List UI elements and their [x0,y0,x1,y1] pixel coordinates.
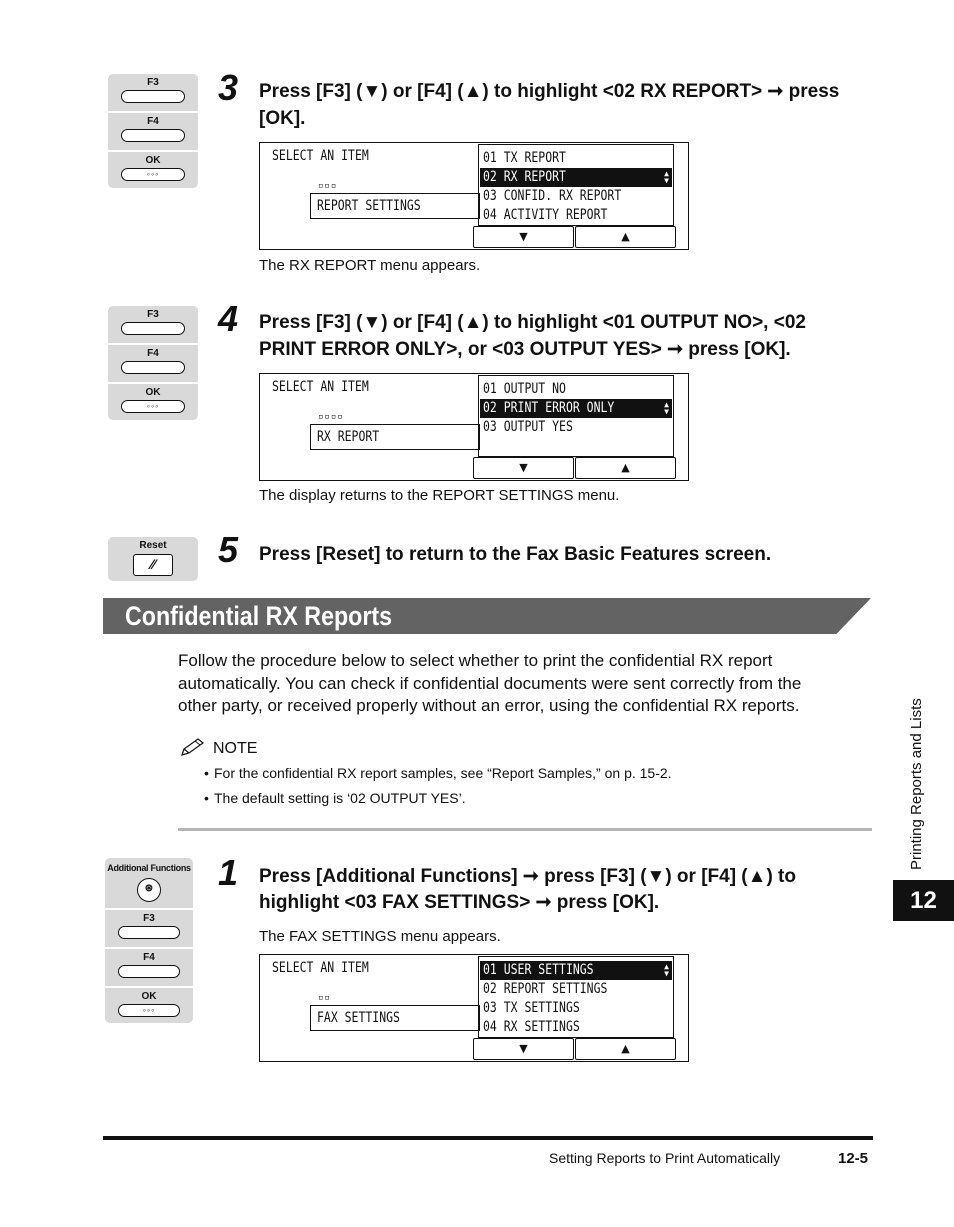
lcd-down-button[interactable]: ▼ [473,457,574,479]
step-4-instruction-line-1: Press [F3] (▼) or [F4] (▲) to highlight <01 OUTPUT NO>, <02 [259,312,806,333]
lcd-menu-path-box: REPORT SETTINGS [310,193,480,219]
lcd-item-list [478,144,674,226]
lcd-screen-rx-report: SELECT AN ITEM ▫▫▫▫ RX REPORT 01 OUTPUT NO 02 PRINT ERROR ONLY ▲ ▼ 03 OUTPUT YES ▼ ▲ [259,373,689,481]
f4-key[interactable]: F4 [105,949,193,987]
scroll-arrows-icon: ▲ ▼ [664,962,669,978]
lcd-up-button[interactable]: ▲ [575,1038,676,1060]
pencil-note-icon [179,738,205,758]
lcd-screen-fax-settings: SELECT AN ITEM ▫▫ FAX SETTINGS 01 USER SETTINGS ▲ ▼ 02 REPORT SETTINGS 03 TX SETTINGS 04 RX SETTINGS ▼ ▲ [259,954,689,1062]
section-divider [178,828,872,831]
lcd-list-item[interactable]: 04 ACTIVITY REPORT [483,207,608,223]
lcd-list-item[interactable]: 01 TX REPORT [483,150,566,166]
reset-icon: ⁄⁄ [133,554,173,576]
step-4-caption: The display returns to the REPORT SETTINGS menu. [259,487,620,504]
step-3-caption: The RX REPORT menu appears. [259,257,481,274]
lcd-list-item[interactable]: 04 RX SETTINGS [483,1019,580,1035]
step-number-4: 4 [218,298,239,339]
step-4-instruction-line-2: PRINT ERROR ONLY>, or <03 OUTPUT YES> ➞ press [OK]. [259,339,791,360]
key-panel-step-5 [108,537,198,581]
key-panel-step-3 [108,74,198,188]
reset-key[interactable]: Reset ⁄⁄ [108,537,198,581]
lcd-list-item-selected[interactable]: 02 PRINT ERROR ONLY ▲ ▼ [480,399,672,418]
lcd-item-list [478,956,674,1038]
section-title: Confidential RX Reports [125,601,393,631]
lcd-screen-report-settings: SELECT AN ITEM ▫▫▫ REPORT SETTINGS 01 TX REPORT 02 RX REPORT ▲ ▼ 03 CONFID. RX REPORT 04 ACTIVITY REPORT ▼ ▲ [259,142,689,250]
lcd-list-item[interactable]: 01 OUTPUT NO [483,381,566,397]
step-number-5: 5 [218,529,239,570]
additional-functions-icon: ⊛ [137,878,161,902]
footer-section-title: Setting Reports to Print Automatically [549,1150,781,1166]
f4-key[interactable]: F4 [108,345,198,383]
step-1-instruction-line-1: Press [Additional Functions] ➞ press [F3] (▼) or [F4] (▲) to [259,866,796,887]
step-5-instruction: Press [Reset] to return to the Fax Basic Features screen. [259,544,772,565]
lcd-up-button[interactable]: ▲ [575,226,676,248]
ok-key[interactable]: OK ◦◦◦ [108,384,198,422]
lcd-menu-path-box: RX REPORT [310,424,480,450]
step-number-1: 1 [218,852,239,893]
lcd-list-item[interactable]: 02 REPORT SETTINGS [483,981,608,997]
step-number-3: 3 [218,67,239,108]
chapter-number-tab: 12 [893,880,954,921]
key-panel-step-1 [105,858,193,1023]
f3-key[interactable]: F3 [108,306,198,344]
step-1-caption: The FAX SETTINGS menu appears. [259,928,501,945]
lcd-item-list [478,375,674,457]
lcd-down-button[interactable]: ▼ [473,1038,574,1060]
lcd-list-item-selected[interactable]: 01 USER SETTINGS ▲ ▼ [480,961,672,980]
lcd-list-item[interactable]: 03 TX SETTINGS [483,1000,580,1016]
page-number: 12-5 [838,1150,869,1167]
f3-key[interactable]: F3 [108,74,198,112]
note-label: NOTE [213,740,258,757]
scroll-arrows-icon: ▲ ▼ [664,169,669,185]
chapter-side-title: Printing Reports and Lists [908,698,925,870]
note-item: • The default setting is ‘02 OUTPUT YES’. [214,789,466,807]
scroll-arrows-icon: ▲ ▼ [664,400,669,416]
additional-functions-key[interactable]: Additional Functions ⊛ [105,858,193,908]
lcd-down-button[interactable]: ▼ [473,226,574,248]
lcd-list-item[interactable]: 03 CONFID. RX REPORT [483,188,622,204]
lcd-list-item-selected[interactable]: 02 RX REPORT ▲ ▼ [480,168,672,187]
ok-key[interactable]: OK ◦◦◦ [108,152,198,190]
ok-key[interactable]: OK ◦◦◦ [105,988,193,1026]
lcd-menu-path-box: FAX SETTINGS [310,1005,480,1031]
step-3-instruction: Press [F3] (▼) or [F4] (▲) to highlight <02 RX REPORT> ➞ press [OK]. [259,81,840,129]
f4-key[interactable]: F4 [108,113,198,151]
f3-key[interactable]: F3 [105,910,193,948]
key-panel-step-4 [108,306,198,420]
note-item: • For the confidential RX report samples, see “Report Samples,” on p. 15-2. [214,764,672,782]
section-intro: Follow the procedure below to select whether to print the confidential RX report automatically. You can check if confidential documents were sent correctly from the other party, or received properly without an error, using the confidential RX reports. [178,651,802,715]
lcd-list-item[interactable]: 03 OUTPUT YES [483,419,573,435]
lcd-up-button[interactable]: ▲ [575,457,676,479]
step-1-instruction-line-2: highlight <03 FAX SETTINGS> ➞ press [OK]. [259,892,660,913]
footer-rule [103,1136,873,1140]
